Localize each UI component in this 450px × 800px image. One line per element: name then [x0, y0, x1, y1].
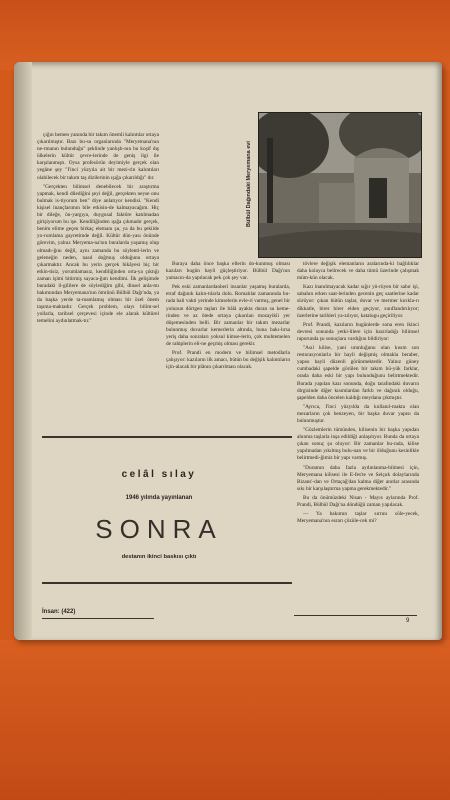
article-paragraph: "Asıl kilise, yani urunluğunu olan kısım son restorasyonlarla bir hayli değişmiş olmakla beraber, yapısı hayli düzenli görünmektedir. Yalnız güney cumbadaki şapelde görülen bir takım bü-yük farklar, orada daha eski bir yapı bulunduğunu belirtmektedir. Burada yapılan kazı sonunda, doğu tarafındaki duvarın dirgisinde diğer kısımlardan farklı ve dağınık olduğu, şapelden daha öncelen kaldığı meydana çıkmıştır. [297, 345, 419, 401]
ad-book-title: SONRA [95, 514, 223, 544]
ad-year-line: 1946 yılında yayınlanan [125, 495, 193, 501]
article-paragraph: tövlere değişik elemanların aralarında-ki bağlılıklar daha kolayca belirecek ve daha tümü üzerinde çalışmak müm-kün olacak. [297, 261, 419, 282]
article-column-1 [37, 132, 159, 328]
article-paragraph: "Gerçekten bilimsel denebilecek bir araştırma yapmak, kendi dilediğini şeyi değil, gerçekten neyse onu bulmak is-tiyorum ben" diye anlatıyor kendisi. "Kendi kişisel inançlarımın bile etkisin-de kalmayacağım. Hiç bir dileğe, ön-yargıya, duygusal faktöre katılmadan girişiyorum bu işe. Kendiliğinden ışığa çıkmadır gerçek, benim elime geçen birkaç elemanı şu, ya da bu şekilde yo-rumlama gayretimde değil. Kültür dün-yası önünde görevim, yalnız Meryema-na'nın buralarda yaşamış olup olmadı-ğını değil, aynı zamanda bu söylenti-lerin ve geleneğin neden, nasıl doğmuş olduğunu ortaya çıkarmaktır. Ancak bu yerin gerçek hikâyesi hiç bir etkin-tisiz, yorumlamasız, kendiliğinden orta-ya çıktığı zaman işimi bitirmiş sayaca-ğım kendimi. İlk gelişimde buradaki il-gililere de söylediğim gibi, dinsel anla-mı bakımından Meryemana'nın ömrünü Bülbül Dağı'nda, ya da başka yerde ta-mamlamış olması bir özel önem taşıma-maktadır. Gerçek problem, olayı bilim-sel yollarla, tarihsel çerçevesi içinde ele alarak kültürel temelini aydınlatmak-tır." [37, 183, 159, 325]
photo-caption: Bülbül Dağındaki Meryemana evi [246, 141, 252, 227]
article-paragraph: "Duramın daha fazla aydınlanma-bilmesi için, Meryemana kilisesi ile E-fes'te ve Selçuk dolaylarında Bizans'-dan ve Ortaçağ'dan kalma diğer anıtlar arasında sıkı bir karşılaştırma yapma gerekmektedir." [297, 464, 419, 492]
article-paragraph: — Ya bakımın taşlar sırrını söle-yecek, Meryemana'nın esrarı çözüle-cek mi? [297, 511, 419, 525]
page-gutter [14, 62, 32, 640]
article-paragraph: Bu da önümüzdeki Nisan - Mayıs aylarında Prof. Prandi, Bülbül Dağı'na döndüğü zaman yapılacak. [297, 494, 419, 508]
ad-top-rule [42, 436, 292, 438]
article-paragraph: Prof. Prandi en modern ve bilimsel metodlarla çalışıyor: kazıların ilk amacı, bütün bu değişik kalıntıların için-alacak bir plânın çıkarılması olacak. [166, 350, 290, 371]
ad-edition-note: destanın ikinci baskısı çıktı [121, 554, 197, 560]
article-paragraph: Prof. Prandi, kazıların bugünlerde sona eren ikinci devresi sonunda yetki-lilere için hazırladığı bilimsel raporunda şu sonuçlara vardığını bildiriyor: [297, 321, 419, 342]
ad-bottom-rule [42, 582, 292, 584]
footer-rule [42, 618, 154, 619]
article-paragraph: çığın hemen yanında bir takım önemli kalıntılar ortaya çıkarılmıştır. Bazı bu-su organlarında "Meryemana'nın ne-rmanın bulunduğu" şeklinde yanlışlı-nın bu koşif dış ülkelerin kültür çevre-lerinde de geniş ilgi ile karşılanmıştı. Oysa profesörün deyimiyle gerçek olan yegâne şey "I'inci yüzyıla ait bir mezi-rin kalıntıları olabilecek bir takım taş dizilerinin ışığa çıkarıldığı" dır. [37, 132, 159, 181]
article-paragraph: "Ayrıca, I'inci yüzyılda da kullanıl-makta olan mezarların çok benzeyen, bir başka duvar yapısı da bulunmuştur. [297, 403, 419, 424]
article-paragraph: "Gözlemlerin tümünden, kilisenin bir başka yapıdan ahınma taşlarla inşa edildiği anlaşılıyor. Bunda da ortaya çıkan sonuç şu oluyor: Bir zamanlar bu-rada, kilise yapılmadan yıkılmış bulu-nan ve bir ölduğunu kesinlikle belirtmedi-ğimiz bir yapı varmış. [297, 427, 419, 462]
article-column-3 [297, 261, 419, 527]
article-paragraph: Buraya daha önce başka ellerin do-kunmuş olması kazıları bugün hayli güçleştiriyor. Bülbül Dağı'nın yamacın-da yapılacak pek çok şey var. [166, 261, 290, 282]
church-photo [258, 112, 422, 258]
magazine-page [14, 62, 442, 640]
orange-background-top [0, 0, 450, 70]
magazine-footer: İnsan: (422) [42, 609, 76, 615]
page-number: 9 [406, 618, 410, 624]
ad-author: celâl sılay [121, 469, 197, 480]
article-column-2 [166, 261, 290, 373]
article-paragraph: Pek eski zamanlardanberi insanlar yaşamış buralarda, etraf dağınık kalın-tılarla dolu. Romalılar zamanında bu-rada hali vakti yerinde kimselerin evle-ri varmış, genel bir yolunun dörtgen taşları ile bâlâ ayakta duran su keme-rinden ve az ötede ortaya çıkarılan mozayikli yer döşemesinden belli. Bir zamanlar bir takım mezarlar bulunmuş duvarlar kemerlerin altında, buna bakı-lırsa yeriş daha sonraları yoksul kimse-lerin, çok muhtemelen de rahiplerin eli-ne geçmiş olması gerekir. [166, 284, 290, 348]
column-end-rule [294, 615, 417, 616]
church-photo-image [259, 113, 421, 257]
orange-background-bottom [0, 640, 450, 800]
article-paragraph: Kazı inanılmayacak kadar sığır yü-rüyen bir sabır işi, sabahın erken saat-lerinden gecenin geç saatlerine kadar sürüyor: çıkan bütün taşlar, duvar ve mermer kırıkla-rı dikkatle, birer birer elden geçiyor, sınıflandırılıyor; üzerlerine tarihleri ya-zılıyor, katalogu geçiriliyor. [297, 284, 419, 319]
